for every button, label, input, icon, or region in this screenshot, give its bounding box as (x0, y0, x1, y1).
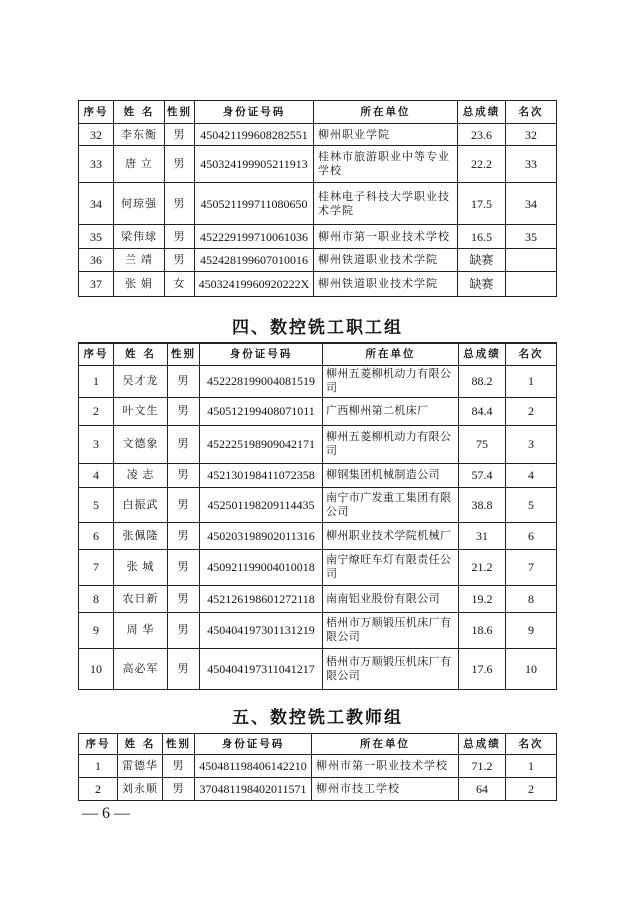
section-title-teachers: 五、数控铣工教师组 (232, 708, 403, 728)
cell-id: 452225198909042171 (200, 425, 323, 463)
cell-id: 450324199905211913 (195, 146, 314, 183)
cell-unit: 广西柳州第二机床厂 (323, 397, 459, 425)
cell-gender: 男 (165, 249, 195, 272)
cell-rank: 2 (506, 397, 557, 425)
column-header-name: 姓 名 (114, 343, 168, 365)
cell-rank: 8 (506, 585, 557, 612)
cell-unit: 桂林电子科技大学职业技术学院 (314, 183, 458, 225)
column-header-no: 序号 (79, 101, 114, 124)
cell-unit: 柳州铁道职业技术学院 (314, 249, 458, 272)
cell-gender: 男 (168, 397, 200, 425)
results-table-workers (78, 342, 557, 690)
cell-gender: 男 (168, 522, 200, 549)
cell-score: 71.2 (459, 755, 506, 778)
cell-rank: 9 (506, 612, 557, 648)
cell-rank: 35 (506, 225, 557, 249)
cell-name: 凌 志 (114, 463, 168, 487)
table-row (79, 146, 557, 183)
cell-unit: 柳钢集团机械制造公司 (323, 463, 459, 487)
cell-unit: 桂林市旅游职业中等专业学校 (314, 146, 458, 183)
cell-name: 周 华 (114, 612, 168, 648)
cell-gender: 男 (165, 183, 195, 225)
cell-unit: 梧州市万顺锻压机床厂有限公司 (323, 612, 459, 648)
results-table-teachers (78, 733, 557, 801)
table-row (79, 778, 557, 801)
cell-score: 88.2 (459, 365, 506, 397)
cell-id: 450521199711080650 (195, 183, 314, 225)
cell-score: 38.8 (459, 487, 506, 522)
table-row (79, 225, 557, 249)
table-row (79, 612, 557, 648)
cell-rank: 4 (506, 463, 557, 487)
table-header-row (79, 734, 557, 755)
table-row (79, 365, 557, 397)
cell-id: 452126198601272118 (200, 585, 323, 612)
column-header-score: 总成绩 (458, 101, 506, 124)
cell-name: 吴才龙 (114, 365, 168, 397)
cell-name: 农日新 (114, 585, 168, 612)
cell-score: 21.2 (459, 549, 506, 585)
cell-name: 梁伟球 (114, 225, 165, 249)
cell-gender: 男 (165, 146, 195, 183)
cell-unit: 柳州铁道职业技术学院 (314, 272, 458, 297)
cell-no: 1 (79, 755, 118, 778)
cell-score: 22.2 (458, 146, 506, 183)
cell-score: 75 (459, 425, 506, 463)
cell-name: 文德象 (114, 425, 168, 463)
cell-id: 450481198406142210 (195, 755, 312, 778)
table-row (79, 522, 557, 549)
table-row (79, 463, 557, 487)
cell-score: 57.4 (459, 463, 506, 487)
cell-no: 6 (79, 522, 114, 549)
table-row (79, 124, 557, 146)
cell-id: 452501198209114435 (200, 487, 323, 522)
cell-id: 45032419960920222X (195, 272, 314, 297)
cell-score: 17.5 (458, 183, 506, 225)
cell-no: 35 (79, 225, 114, 249)
cell-unit: 柳州市第一职业技术学校 (314, 225, 458, 249)
cell-no: 36 (79, 249, 114, 272)
cell-rank: 32 (506, 124, 557, 146)
cell-score: 84.4 (459, 397, 506, 425)
cell-score: 缺赛 (458, 272, 506, 297)
cell-gender: 男 (168, 487, 200, 522)
table-row (79, 397, 557, 425)
cell-id: 452228199004081519 (200, 365, 323, 397)
cell-id: 452130198411072358 (200, 463, 323, 487)
cell-id: 370481198402011571 (195, 778, 312, 801)
cell-score: 31 (459, 522, 506, 549)
cell-unit: 柳州五菱柳机动力有限公司 (323, 365, 459, 397)
cell-unit: 柳州市技工学校 (312, 778, 459, 801)
cell-unit: 梧州市万顺锻压机床厂有限公司 (323, 648, 459, 689)
table-row (79, 487, 557, 522)
table-row (79, 755, 557, 778)
column-header-id: 身份证号码 (200, 343, 323, 365)
cell-id: 452428199607010016 (195, 249, 314, 272)
table-row (79, 549, 557, 585)
cell-rank: 10 (506, 648, 557, 689)
cell-unit: 柳州市第一职业技术学校 (312, 755, 459, 778)
cell-score: 缺赛 (458, 249, 506, 272)
cell-no: 34 (79, 183, 114, 225)
cell-score: 19.2 (459, 585, 506, 612)
column-header-rank: 名次 (506, 101, 557, 124)
cell-id: 450512199408071011 (200, 397, 323, 425)
column-header-name: 姓 名 (114, 101, 165, 124)
cell-no: 2 (79, 778, 118, 801)
cell-name: 高必军 (114, 648, 168, 689)
column-header-rank: 名次 (506, 734, 557, 755)
cell-id: 450404197301131219 (200, 612, 323, 648)
column-header-id: 身份证号码 (195, 734, 312, 755)
cell-name: 张 娟 (114, 272, 165, 297)
cell-gender: 男 (163, 778, 195, 801)
cell-name: 李东衡 (114, 124, 165, 146)
cell-unit: 柳州职业技术学院机械厂 (323, 522, 459, 549)
cell-unit: 南宁市广发重工集团有限公司 (323, 487, 459, 522)
cell-id: 450421199608282551 (195, 124, 314, 146)
table-header-row (79, 101, 557, 124)
cell-rank: 6 (506, 522, 557, 549)
results-table-continued (78, 100, 557, 297)
cell-score: 17.6 (459, 648, 506, 689)
page-number: — 6 — (82, 805, 130, 822)
section-title-workers: 四、数控铣工职工组 (232, 318, 403, 338)
cell-name: 叶文生 (114, 397, 168, 425)
cell-score: 16.5 (458, 225, 506, 249)
cell-score: 23.6 (458, 124, 506, 146)
cell-gender: 男 (168, 585, 200, 612)
cell-rank: 1 (506, 755, 557, 778)
cell-name: 白振武 (114, 487, 168, 522)
cell-no: 37 (79, 272, 114, 297)
cell-rank: 33 (506, 146, 557, 183)
column-header-id: 身份证号码 (195, 101, 314, 124)
cell-rank: 5 (506, 487, 557, 522)
cell-score: 18.6 (459, 612, 506, 648)
cell-rank (506, 272, 557, 297)
cell-gender: 男 (165, 124, 195, 146)
table-row (79, 183, 557, 225)
column-header-name: 姓 名 (118, 734, 163, 755)
cell-gender: 男 (165, 225, 195, 249)
cell-no: 8 (79, 585, 114, 612)
cell-name: 张 城 (114, 549, 168, 585)
cell-name: 唐 立 (114, 146, 165, 183)
cell-rank: 34 (506, 183, 557, 225)
column-header-no: 序号 (79, 734, 118, 755)
cell-gender: 男 (168, 612, 200, 648)
cell-gender: 男 (168, 425, 200, 463)
cell-gender: 女 (165, 272, 195, 297)
cell-unit: 南宁燎旺车灯有限责任公司 (323, 549, 459, 585)
cell-unit: 南南铝业股份有限公司 (323, 585, 459, 612)
cell-name: 张佩隆 (114, 522, 168, 549)
table-row (79, 585, 557, 612)
cell-no: 5 (79, 487, 114, 522)
cell-no: 3 (79, 425, 114, 463)
table-row (79, 648, 557, 689)
column-header-unit: 所在单位 (323, 343, 459, 365)
cell-rank: 7 (506, 549, 557, 585)
column-header-score: 总成绩 (459, 734, 506, 755)
column-header-unit: 所在单位 (314, 101, 458, 124)
cell-gender: 男 (168, 549, 200, 585)
column-header-rank: 名次 (506, 343, 557, 365)
column-header-gender: 性别 (168, 343, 200, 365)
cell-no: 4 (79, 463, 114, 487)
column-header-gender: 性别 (163, 734, 195, 755)
cell-no: 2 (79, 397, 114, 425)
cell-name: 何琼强 (114, 183, 165, 225)
cell-no: 33 (79, 146, 114, 183)
column-header-unit: 所在单位 (312, 734, 459, 755)
cell-name: 刘永顺 (118, 778, 163, 801)
cell-score: 64 (459, 778, 506, 801)
cell-id: 452229199710061036 (195, 225, 314, 249)
table-header-row (79, 343, 557, 365)
column-header-gender: 性别 (165, 101, 195, 124)
cell-gender: 男 (168, 365, 200, 397)
cell-unit: 柳州职业学院 (314, 124, 458, 146)
cell-no: 7 (79, 549, 114, 585)
cell-gender: 男 (168, 648, 200, 689)
cell-no: 10 (79, 648, 114, 689)
cell-unit: 柳州五菱柳机动力有限公司 (323, 425, 459, 463)
cell-name: 雷德华 (118, 755, 163, 778)
cell-no: 32 (79, 124, 114, 146)
cell-no: 1 (79, 365, 114, 397)
cell-id: 450921199004010018 (200, 549, 323, 585)
table-row (79, 425, 557, 463)
cell-rank: 1 (506, 365, 557, 397)
column-header-no: 序号 (79, 343, 114, 365)
cell-rank (506, 249, 557, 272)
cell-rank: 3 (506, 425, 557, 463)
cell-gender: 男 (163, 755, 195, 778)
cell-rank: 2 (506, 778, 557, 801)
table-row (79, 249, 557, 272)
cell-name: 兰 靖 (114, 249, 165, 272)
column-header-score: 总成绩 (459, 343, 506, 365)
cell-gender: 男 (168, 463, 200, 487)
table-row (79, 272, 557, 297)
cell-id: 450404197311041217 (200, 648, 323, 689)
cell-no: 9 (79, 612, 114, 648)
cell-id: 450203198902011316 (200, 522, 323, 549)
